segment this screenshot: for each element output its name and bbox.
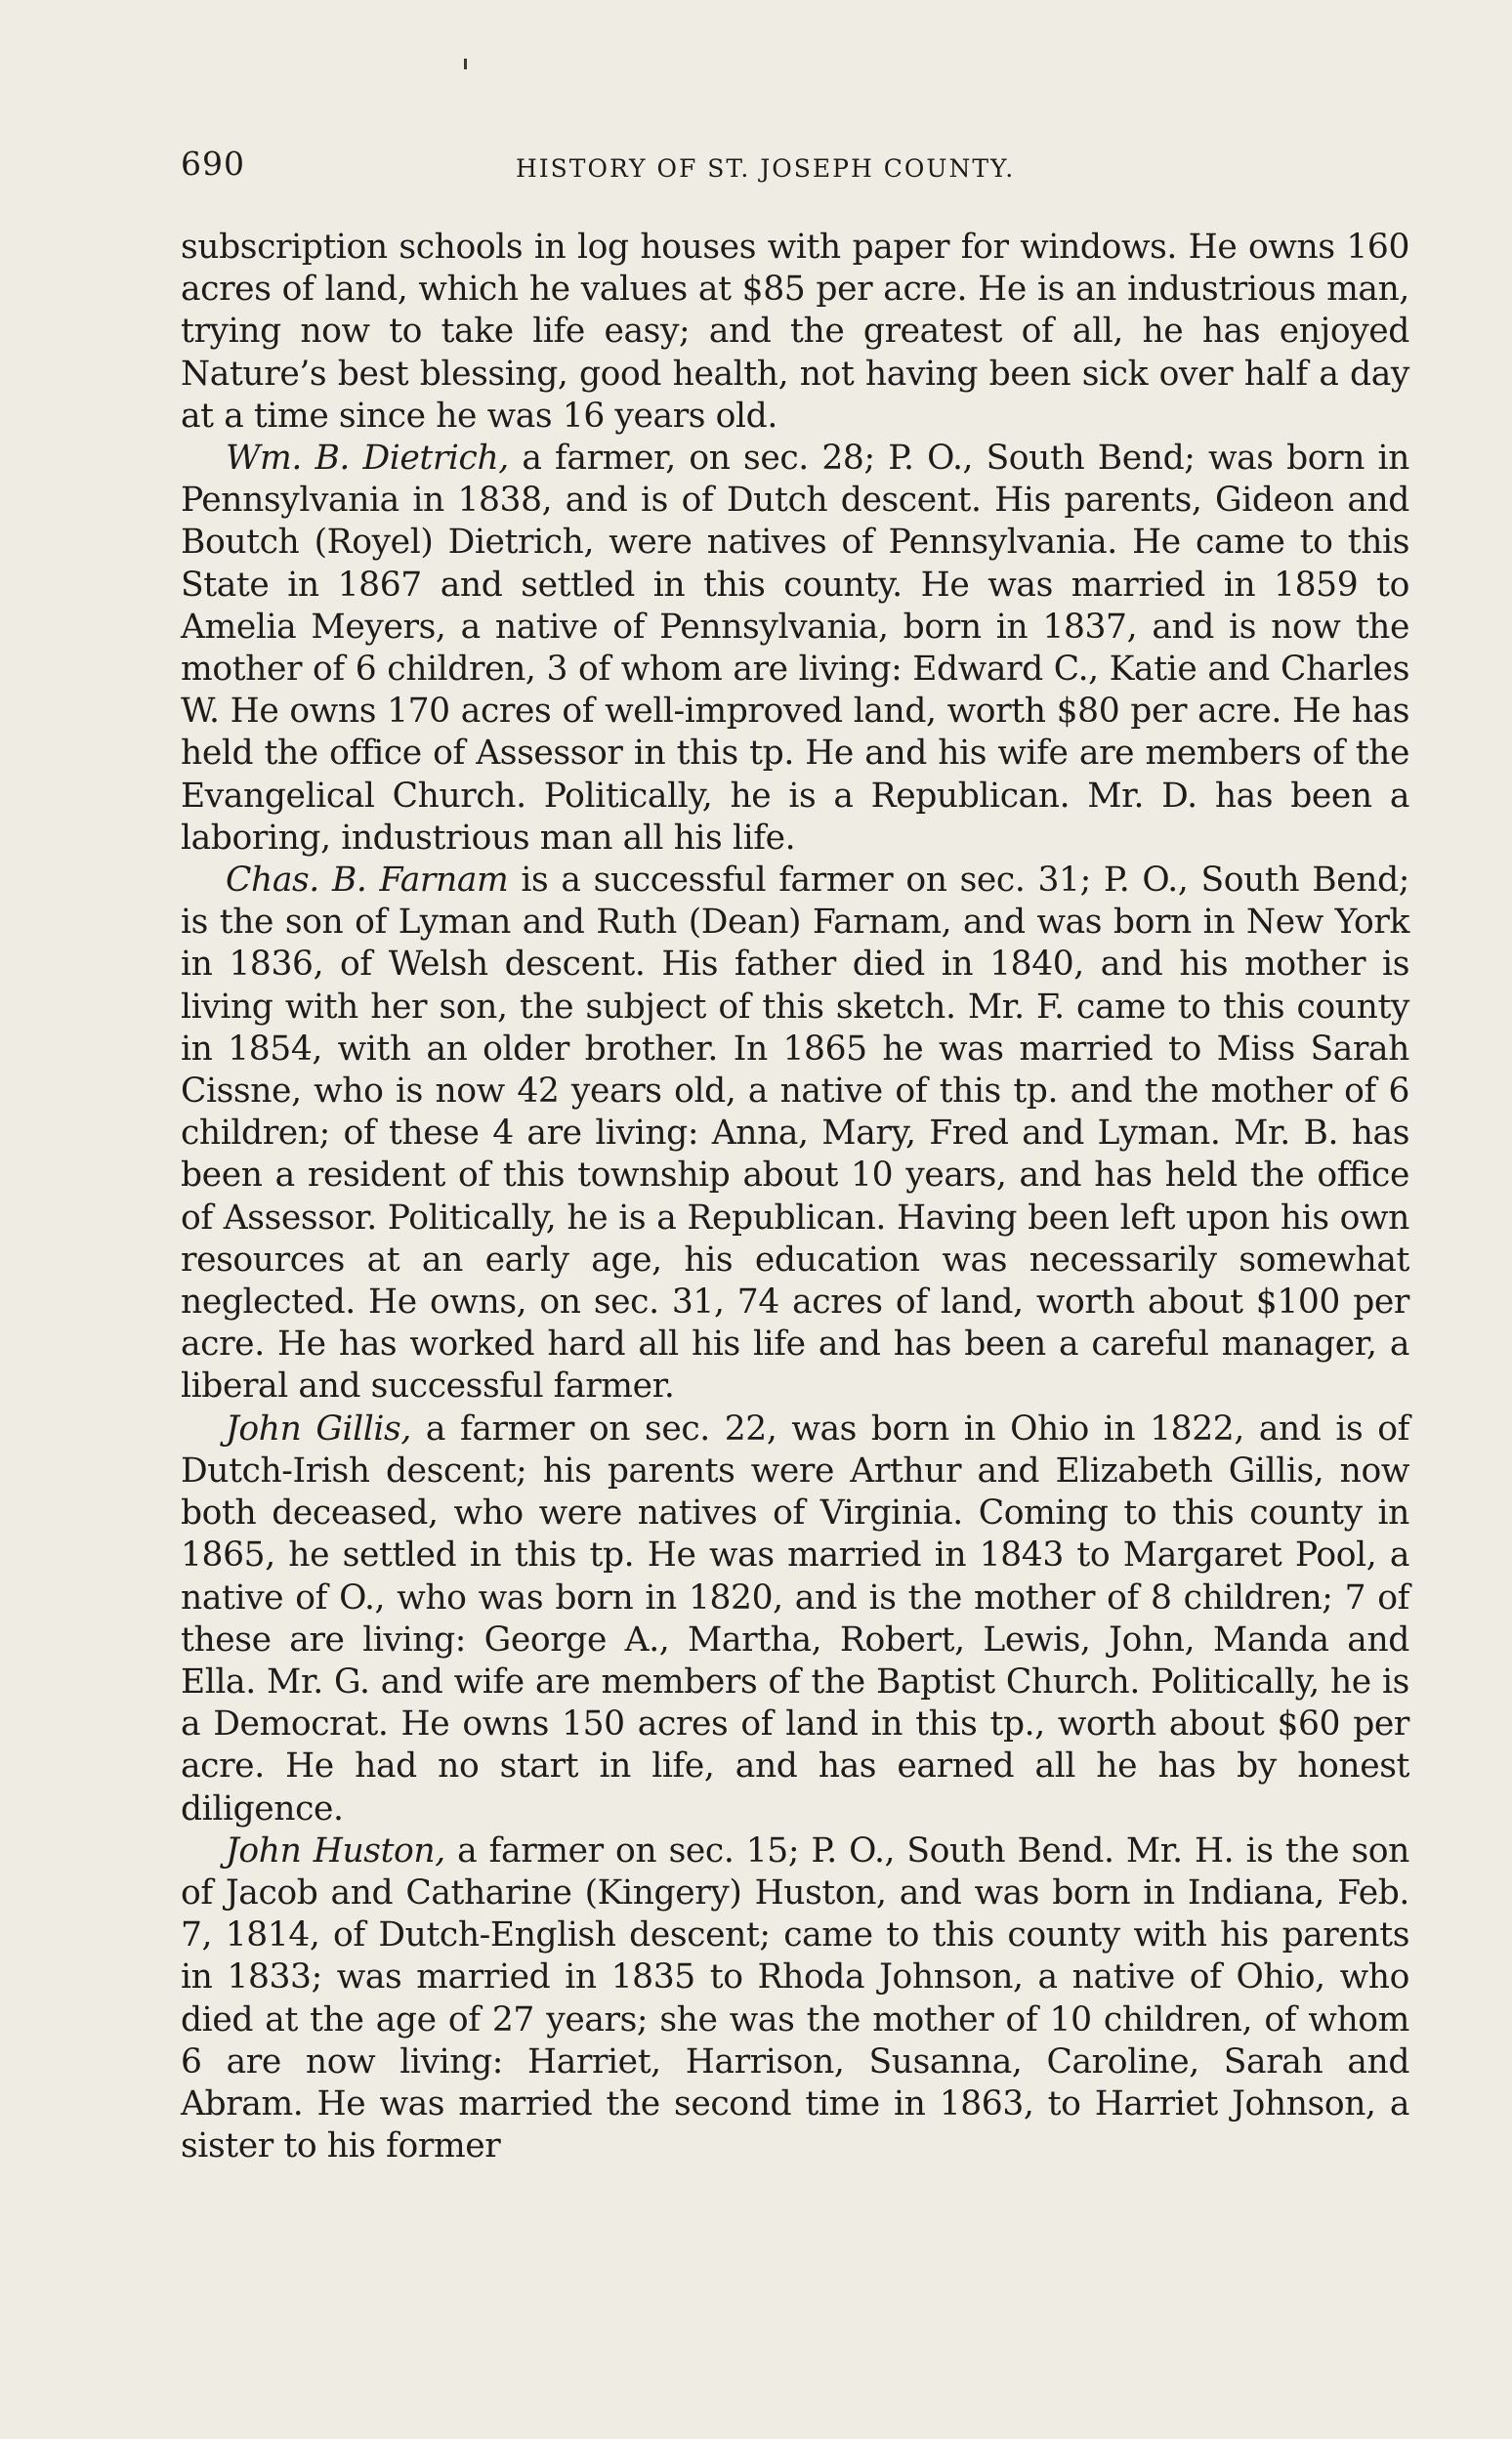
- entry-dietrich: [181, 438, 1409, 860]
- entry-text: a farmer on sec. 22, was born in Ohio in 1822, and is of Dutch-Irish descent; his parents were Arthur and Elizabeth Gillis, now both deceased, who were natives of Virginia. Coming to this county in 1865, he settled in this tp. He was married in 1843 to Margaret Pool, a native of O., who was born in 1820, and is the mother of 8 children; 7 of these are living: George A., Martha, Robert, Lewis, John, Manda and Ella. Mr. G. and wife are members of the Baptist Church. Politically, he is a Democrat. He owns 150 acres of land in this tp., worth about $60 per acre. He had no start in life, and has earned all he has by honest diligence.: [181, 1409, 1410, 1829]
- running-head: HISTORY OF ST. JOSEPH COUNTY.: [516, 154, 1016, 183]
- entry-name: Chas. B. Farnam: [226, 861, 509, 901]
- entry-text: is a successful farmer on sec. 31; P. O., South Bend; is the son of Lyman and Ruth (Dean) Farnam, and was born in New York in 1836, of Welsh descent. His father died in 1840, and his mother is living with her son, the subject of this sketch. Mr. F. came to this county in 1854, with an older brother. In 1865 he was married to Miss Sarah Cissne, who is now 42 years old, a native of this tp. and the mother of 6 children; of these 4 are living: Anna, Mary, Fred and Lyman. Mr. B. has been a resident of this township about 10 years, and has held the office of Assessor. Politically, he is a Republican. Having been left upon his own resources at an early age, his education was necessarily somewhat neglected. He owns, on sec. 31, 74 acres of land, worth about $100 per acre. He has worked hard all his life and has been a careful manager, a liberal and successful farmer.: [181, 861, 1409, 1407]
- page-number: 690: [181, 145, 245, 183]
- ink-speck: [464, 59, 467, 69]
- entry-name: John Gillis,: [226, 1409, 411, 1449]
- paragraph-text: subscription schools in log houses with paper for windows. He owns 160 acres of land, which he values at $85 per acre. He is an industrious man, trying now to take life easy; and the greatest of all, he has enjoyed Nature’s best blessing, good health, not having been sick over half a day at a time since he was 16 years old.: [181, 228, 1409, 436]
- entry-name: Wm. B. Dietrich,: [226, 439, 509, 479]
- body-text: [181, 227, 1409, 2167]
- paragraph-continuation: [181, 227, 1409, 438]
- entry-farnam: [181, 860, 1409, 1409]
- entry-name: John Huston,: [226, 1830, 445, 1871]
- entry-huston: [181, 1830, 1409, 2168]
- page-header: [181, 145, 1411, 188]
- entry-text: a farmer on sec. 15; P. O., South Bend. Mr. H. is the son of Jacob and Catharine (Kingery) Huston, and was born in Indiana, Feb. 7, 1814, of Dutch-English descent; came to this county with his parents in 1833; was married in 1835 to Rhoda Johnson, a native of Ohio, who died at the age of 27 years; she was the mother of 10 children, of whom 6 are now living: Harriet, Harrison, Susanna, Caroline, Sarah and Abram. He was married the second time in 1863, to Harriet Johnson, a sister to his former: [181, 1830, 1409, 2166]
- entry-gillis: [181, 1409, 1409, 1830]
- entry-text: a farmer, on sec. 28; P. O., South Bend; was born in Pennsylvania in 1838, and is of Dutch descent. His parents, Gideon and Boutch (Royel) Dietrich, were natives of Pennsylvania. He came to this State in 1867 and settled in this county. He was married in 1859 to Amelia Meyers, a native of Pennsylvania, born in 1837, and is now the mother of 6 children, 3 of whom are living: Edward C., Katie and Charles W. He owns 170 acres of well-improved land, worth $80 per acre. He has held the office of Assessor in this tp. He and his wife are members of the Evangelical Church. Politically, he is a Republican. Mr. D. has been a laboring, industrious man all his life.: [181, 439, 1409, 858]
